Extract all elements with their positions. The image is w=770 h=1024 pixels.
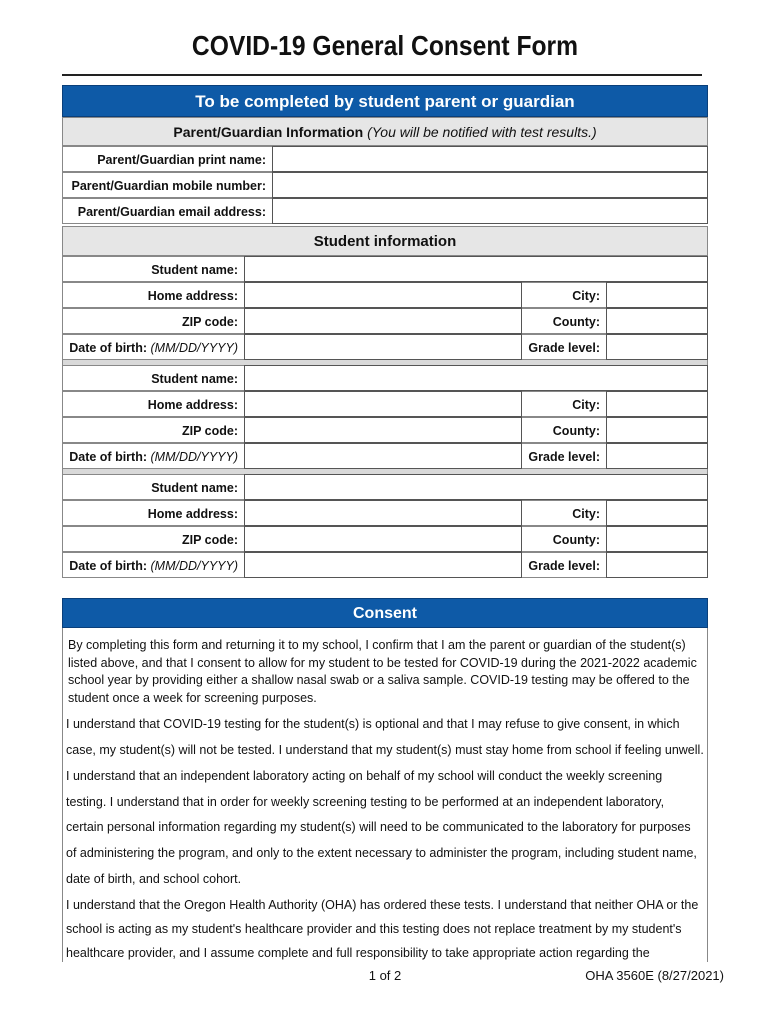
student-2-county-field[interactable]	[606, 417, 708, 443]
parent-email-row	[62, 198, 708, 224]
student-2-city-label: City:	[522, 391, 606, 417]
student-2-dob-row	[62, 443, 708, 469]
parent-phone-field[interactable]	[272, 172, 708, 198]
consent-line: healthcare provider, and I assume complete and full responsibility to take appropriate action regarding the	[66, 946, 650, 960]
parent-phone-row	[62, 172, 708, 198]
student-3-grade-label: Grade level:	[522, 552, 606, 578]
student-1-name-field[interactable]	[244, 256, 708, 282]
parent-name-row	[62, 146, 708, 172]
student-2-address-row	[62, 391, 708, 417]
student-2-city-field[interactable]	[606, 391, 708, 417]
student-3-zip-row	[62, 526, 708, 552]
student-1-name-label: Student name:	[62, 256, 244, 282]
page-number: 1 of 2	[368, 968, 402, 983]
student-1-zip-field[interactable]	[244, 308, 522, 334]
parent-section-note: (You will be notified with test results.)	[367, 124, 597, 140]
student-1-name-row	[62, 256, 708, 282]
student-3-name-field[interactable]	[244, 474, 708, 500]
consent-line: case, my student(s) will not be tested. I understand that my student(s) must stay home from school if feeling unwell.	[66, 743, 704, 757]
student-3-dob-row	[62, 552, 708, 578]
title-divider	[62, 74, 702, 76]
student-3-name-row	[62, 474, 708, 500]
student-2-grade-label: Grade level:	[522, 443, 606, 469]
student-3-zip-field[interactable]	[244, 526, 522, 552]
student-2-dob-label: Date of birth: (MM/DD/YYYY)	[62, 443, 244, 469]
parent-section-header	[62, 117, 708, 146]
student-2-zip-row	[62, 417, 708, 443]
student-1-county-field[interactable]	[606, 308, 708, 334]
student-1-dob-field[interactable]	[244, 334, 522, 360]
consent-line: date of birth, and school cohort.	[66, 872, 242, 886]
student-2-name-row	[62, 365, 708, 391]
consent-line: I understand that an independent laboratory acting on behalf of my school will conduct the weekly screening	[66, 769, 663, 783]
student-section-header: Student information	[62, 226, 708, 256]
student-1-dob-row	[62, 334, 708, 360]
student-1-address-field[interactable]	[244, 282, 522, 308]
parent-name-label: Parent/Guardian print name:	[62, 146, 272, 172]
student-2-zip-field[interactable]	[244, 417, 522, 443]
student-3-address-field[interactable]	[244, 500, 522, 526]
parent-name-field[interactable]	[272, 146, 708, 172]
student-2-zip-label: ZIP code:	[62, 417, 244, 443]
consent-header: Consent	[62, 598, 708, 628]
student-2-name-label: Student name:	[62, 365, 244, 391]
consent-line: school is acting as my student's healthcare provider and this testing does not replace treatment by my student's	[66, 922, 682, 936]
student-2-address-field[interactable]	[244, 391, 522, 417]
student-3-county-label: County:	[522, 526, 606, 552]
consent-line: testing. I understand that in order for weekly screening testing to be performed at an independent laboratory,	[66, 795, 665, 809]
student-3-dob-label: Date of birth: (MM/DD/YYYY)	[62, 552, 244, 578]
student-3-name-label: Student name:	[62, 474, 244, 500]
student-1-city-field[interactable]	[606, 282, 708, 308]
parent-email-label: Parent/Guardian email address:	[62, 198, 272, 224]
form-title: COVID-19 General Consent Form	[191, 30, 579, 61]
student-3-grade-field[interactable]	[606, 552, 708, 578]
student-1-zip-label: ZIP code:	[62, 308, 244, 334]
completion-header: To be completed by student parent or guardian	[62, 85, 708, 117]
student-3-city-label: City:	[522, 500, 606, 526]
student-1-grade-field[interactable]	[606, 334, 708, 360]
consent-line: I understand that COVID-19 testing for the student(s) is optional and that I may refuse to give consent, in which	[66, 717, 680, 731]
student-3-address-row	[62, 500, 708, 526]
student-1-address-label: Home address:	[62, 282, 244, 308]
student-1-grade-label: Grade level:	[522, 334, 606, 360]
consent-paragraph-1: By completing this form and returning it to my school, I confirm that I am the parent or guardian of the student(s) listed above, and that I consent to allow for my student to be tested for COVID-19 during the 2021-2022 academic school year by providing either a shallow nasal swab or a saliva sample. COVID-19 testing may be offered to the student once a week for screening purposes.	[68, 638, 697, 705]
student-1-city-label: City:	[522, 282, 606, 308]
consent-line: certain personal information regarding my student(s) will need to be communicated to the laboratory for purposes	[66, 820, 691, 834]
parent-phone-label: Parent/Guardian mobile number:	[62, 172, 272, 198]
student-1-dob-label: Date of birth: (MM/DD/YYYY)	[62, 334, 244, 360]
student-3-zip-label: ZIP code:	[62, 526, 244, 552]
student-3-dob-field[interactable]	[244, 552, 522, 578]
student-3-city-field[interactable]	[606, 500, 708, 526]
student-2-name-field[interactable]	[244, 365, 708, 391]
student-3-county-field[interactable]	[606, 526, 708, 552]
student-2-county-label: County:	[522, 417, 606, 443]
student-1-zip-row	[62, 308, 708, 334]
consent-line: of administering the program, and only to the extent necessary to administer the program, including student name,	[66, 846, 697, 860]
student-3-address-label: Home address:	[62, 500, 244, 526]
student-1-county-label: County:	[522, 308, 606, 334]
parent-section-title: Parent/Guardian Information	[173, 124, 364, 140]
student-2-address-label: Home address:	[62, 391, 244, 417]
student-2-grade-field[interactable]	[606, 443, 708, 469]
student-2-dob-field[interactable]	[244, 443, 522, 469]
consent-line: I understand that the Oregon Health Authority (OHA) has ordered these tests. I understand that neither OHA or the	[66, 898, 699, 912]
parent-email-field[interactable]	[272, 198, 708, 224]
student-1-address-row	[62, 282, 708, 308]
form-code: OHA 3560E (8/27/2021)	[585, 968, 724, 983]
